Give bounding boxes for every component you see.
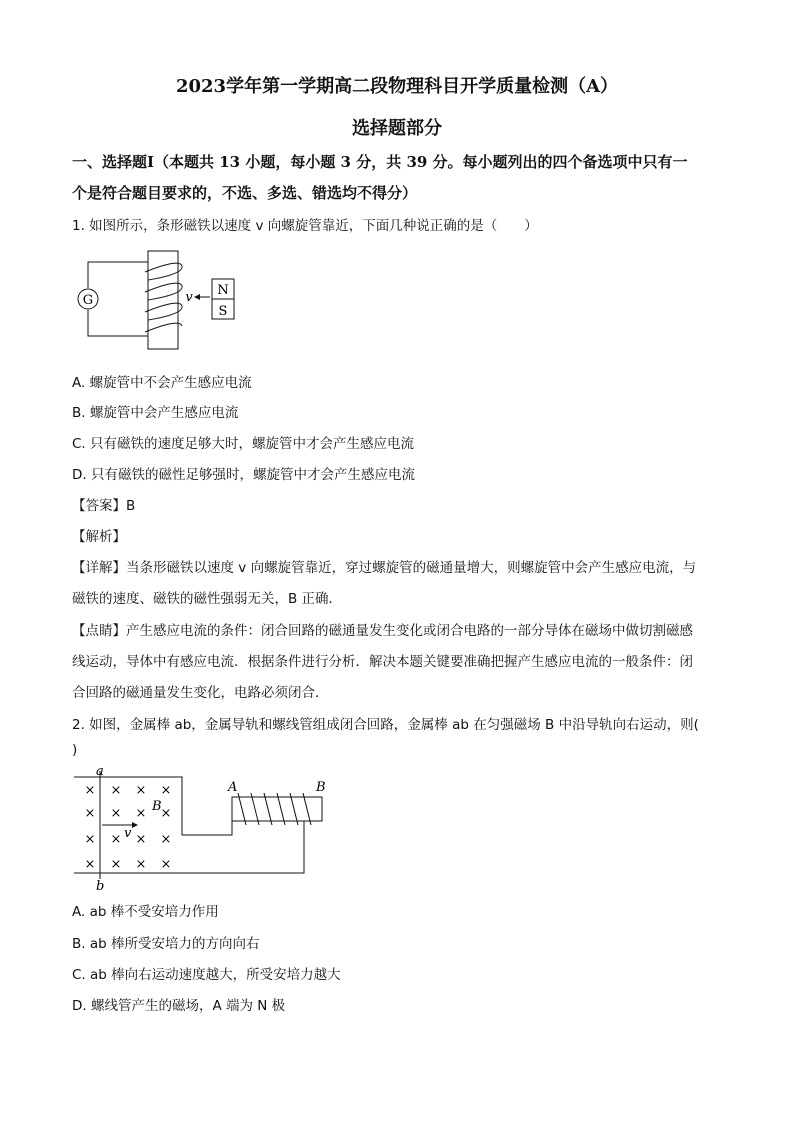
- q1-option-d: D. 只有磁铁的磁性足够强时，螺旋管中才会产生感应电流: [72, 467, 415, 483]
- page-subtitle: 选择题部分: [352, 118, 442, 139]
- field-cross: ×: [84, 783, 96, 798]
- field-cross: ×: [110, 832, 122, 847]
- q1-option-b: B. 螺旋管中会产生感应电流: [72, 405, 239, 421]
- q1-detail-line2: 磁铁的速度、磁铁的磁性强弱无关，B 正确．: [72, 591, 343, 607]
- field-cross: ×: [110, 783, 122, 798]
- q1-analysis-label: 【解析】: [72, 529, 126, 545]
- q2-option-b: B. ab 棒所受安培力的方向向右: [72, 936, 260, 952]
- question-1-stem: 1. 如图所示，条形磁铁以速度 v 向螺旋管靠近，下面几种说正确的是（ ）: [72, 218, 538, 234]
- q2-option-c: C. ab 棒向右运动速度越大，所受安培力越大: [72, 967, 341, 983]
- circuit-wire-bottom: [88, 310, 148, 336]
- rail-bottom: [74, 821, 304, 873]
- field-cross: ×: [110, 806, 122, 821]
- field-b-label: B: [152, 799, 162, 814]
- field-cross: ×: [84, 857, 96, 872]
- field-cross: ×: [160, 783, 172, 798]
- magnet-north-label: N: [217, 283, 229, 298]
- q1-option-a: A. 螺旋管中不会产生感应电流: [72, 375, 252, 391]
- field-cross: ×: [135, 857, 147, 872]
- field-cross: ×: [135, 806, 147, 821]
- solenoid-end-a-label: A: [228, 780, 238, 795]
- section-heading-line1: 一、选择题Ⅰ（本题共 13 小题，每小题 3 分，共 39 分。每小题列出的四个备选项中只有一: [72, 153, 688, 171]
- q1-option-c: C. 只有磁铁的速度足够大时，螺旋管中才会产生感应电流: [72, 436, 415, 452]
- velocity-label: v: [185, 290, 193, 305]
- velocity-arrow-head: [194, 294, 200, 300]
- velocity-label: v: [124, 826, 132, 841]
- rod-end-b-label: b: [96, 879, 105, 893]
- rod-end-a-label: a: [96, 764, 104, 779]
- q1-comment-line2: 线运动，导体中有感应电流．根据条件进行分析．解决本题关键要准确把握产生感应电流的一般条件：闭: [72, 654, 693, 670]
- q1-answer: 【答案】B: [72, 498, 136, 514]
- field-cross: ×: [160, 832, 172, 847]
- field-cross: ×: [84, 806, 96, 821]
- page-title: 2023学年第一学期高二段物理科目开学质量检测（A）: [175, 76, 619, 97]
- q1-comment-line3: 合回路的磁通量发生变化，电路必须闭合．: [72, 685, 329, 701]
- field-cross: ×: [110, 857, 122, 872]
- field-cross: ×: [160, 806, 172, 821]
- field-cross: ×: [160, 857, 172, 872]
- q2-option-d: D. 螺线管产生的磁场，A 端为 N 极: [72, 998, 286, 1014]
- galvanometer-label: G: [82, 293, 94, 308]
- solenoid-end-b-label: B: [316, 780, 326, 795]
- solenoid-tube: [232, 797, 322, 821]
- q1-detail-line1: 【详解】当条形磁铁以速度 v 向螺旋管靠近，穿过螺旋管的磁通量增大，则螺旋管中会产生感应电流，与: [72, 560, 697, 576]
- circuit-wire-top: [88, 262, 148, 288]
- section-heading-line2: 个是符合题目要求的，不选、多选、错选均不得分）: [72, 184, 418, 202]
- field-cross: ×: [84, 832, 96, 847]
- magnet-south-label: S: [218, 304, 228, 319]
- question-2-stem-end: ): [72, 742, 78, 758]
- field-cross: ×: [135, 783, 147, 798]
- q1-comment-line1: 【点睛】产生感应电流的条件：闭合回路的磁通量发生变化或闭合电路的一部分导体在磁场中做切割磁感: [72, 623, 693, 639]
- q2-option-a: A. ab 棒不受安培力作用: [72, 904, 219, 920]
- question-1-figure: [70, 244, 250, 354]
- velocity-arrow-head: [132, 822, 138, 828]
- question-2-figure: [70, 763, 340, 893]
- question-2-stem: 2. 如图，金属棒 ab，金属导轨和螺线管组成闭合回路，金属棒 ab 在匀强磁场 B 中沿导轨向右运动，则(: [72, 717, 699, 733]
- field-cross: ×: [135, 832, 147, 847]
